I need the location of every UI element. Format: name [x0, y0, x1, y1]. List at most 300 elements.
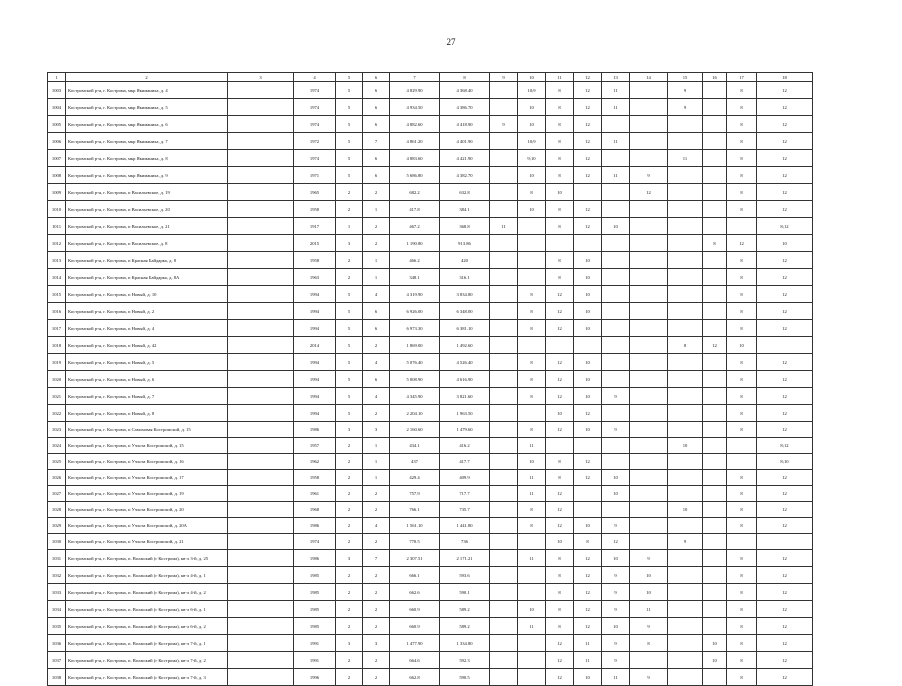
table-cell: 11 — [602, 99, 630, 116]
table-cell: 8 — [546, 150, 574, 167]
table-cell — [228, 422, 294, 438]
table-cell: 348.1 — [390, 269, 440, 286]
table-cell: 6 348.00 — [440, 303, 490, 320]
table-cell — [602, 303, 630, 320]
row-number-cell: 1010 — [48, 201, 66, 218]
row-number-cell: 1009 — [48, 184, 66, 201]
table-cell: 12 — [546, 371, 574, 388]
table-cell: 2 307.51 — [390, 550, 440, 567]
table-cell — [228, 454, 294, 470]
table-cell — [518, 405, 546, 422]
table-cell: 8 — [546, 252, 574, 269]
row-number-cell: 1025 — [48, 454, 66, 470]
table-cell: 8 — [546, 99, 574, 116]
table-cell — [228, 218, 294, 235]
table-cell: 8 — [727, 652, 757, 669]
header-cell: 15 — [668, 73, 703, 82]
table-cell: 12 — [546, 303, 574, 320]
table-cell: 12 — [757, 201, 813, 218]
table-cell — [574, 486, 602, 502]
table-cell: 9 — [630, 618, 668, 635]
row-number-cell: 1038 — [48, 669, 66, 686]
table-cell: 466.2 — [390, 252, 440, 269]
table-cell: 1986 — [294, 518, 336, 534]
table-cell — [630, 371, 668, 388]
table-cell: 6 381.10 — [440, 320, 490, 337]
row-number-cell: 1005 — [48, 116, 66, 133]
table-cell: 12 — [757, 320, 813, 337]
table-cell — [228, 502, 294, 518]
table-cell: 9 — [668, 99, 703, 116]
row-number-cell: 1016 — [48, 303, 66, 320]
table-cell: 1994 — [294, 320, 336, 337]
table-cell: 1 — [336, 218, 363, 235]
row-number-cell: 1013 — [48, 252, 66, 269]
table-cell: 8 — [727, 252, 757, 269]
table-row — [48, 269, 813, 286]
table-cell: 12 — [757, 422, 813, 438]
table-cell: 8 — [546, 567, 574, 584]
table-cell: 12 — [757, 388, 813, 405]
table-cell: 1968 — [294, 502, 336, 518]
table-cell: 12 — [757, 584, 813, 601]
table-cell: 593.6 — [440, 567, 490, 584]
row-number-cell: 1033 — [48, 584, 66, 601]
header-cell: 9 — [490, 73, 518, 82]
table-cell — [574, 235, 602, 252]
table-cell: 1 — [363, 269, 390, 286]
table-cell — [630, 218, 668, 235]
table-cell: 12 — [757, 635, 813, 652]
header-cell: 3 — [228, 73, 294, 82]
table-cell: 11 — [602, 82, 630, 99]
table-cell: 8 — [727, 82, 757, 99]
table-cell: 4 — [363, 518, 390, 534]
table-row — [48, 618, 813, 635]
table-row — [48, 601, 813, 618]
table-cell — [490, 303, 518, 320]
table-cell: 10 — [518, 99, 546, 116]
address-cell: Костромской р-н, г. Кострома, п Новый, д. 7 — [66, 388, 228, 405]
table-cell: 2 — [363, 584, 390, 601]
table-cell — [668, 518, 703, 534]
table-cell: 1974 — [294, 534, 336, 550]
table-cell: 9 — [490, 116, 518, 133]
table-cell: 10 — [602, 486, 630, 502]
table-cell: 9 — [602, 567, 630, 584]
table-cell: 1985 — [294, 567, 336, 584]
table-cell: 11 — [518, 550, 546, 567]
table-cell: 8 — [546, 550, 574, 567]
table-cell: 1962 — [294, 454, 336, 470]
table-cell: 736 — [440, 534, 490, 550]
address-cell: Костромской р-н, г. Кострома, п Новый, д. 4 — [66, 320, 228, 337]
table-cell — [490, 470, 518, 486]
table-cell: 7 — [363, 133, 390, 150]
row-number-cell: 1023 — [48, 422, 66, 438]
table-cell: 6 — [363, 303, 390, 320]
table-cell — [703, 167, 727, 184]
table-cell — [228, 388, 294, 405]
table-cell: 10 — [518, 167, 546, 184]
table-cell: 12 — [574, 116, 602, 133]
table-cell: 5 — [336, 337, 363, 354]
table-cell — [703, 218, 727, 235]
table-cell — [490, 337, 518, 354]
table-cell: 1963 — [294, 269, 336, 286]
table-cell: 4 345.90 — [390, 388, 440, 405]
table-cell — [490, 286, 518, 303]
table-cell: 11 — [518, 470, 546, 486]
table-cell: 766.1 — [390, 502, 440, 518]
table-cell: 2 — [363, 567, 390, 584]
table-cell: 2 — [363, 184, 390, 201]
table-cell: 12 — [757, 167, 813, 184]
table-cell: 1 — [363, 438, 390, 454]
address-cell: Костромской р-н, г. Кострома, п Васильевское, д. 21 — [66, 218, 228, 235]
row-number-cell: 1012 — [48, 235, 66, 252]
table-row — [48, 235, 813, 252]
table-cell: 1971 — [294, 167, 336, 184]
table-cell — [602, 354, 630, 371]
table-cell: 1958 — [294, 470, 336, 486]
table-cell: 12 — [574, 454, 602, 470]
table-cell: 2 — [363, 502, 390, 518]
table-cell: 1986 — [294, 550, 336, 567]
table-row — [48, 150, 813, 167]
table-cell: 590.5 — [440, 669, 490, 686]
table-cell: 1 — [363, 201, 390, 218]
table-cell: 10 — [574, 303, 602, 320]
table-cell: 2 — [363, 618, 390, 635]
table-cell: 8 — [727, 635, 757, 652]
address-cell: Костромской р-н, г. Кострома, п. Волжский (г Кострома), кв-л 7-й, д. 1 — [66, 635, 228, 652]
table-cell: 12 — [546, 669, 574, 686]
table-cell: 12 — [574, 218, 602, 235]
table-cell: 9 — [630, 669, 668, 686]
table-cell: 8 — [727, 518, 757, 534]
table-cell: 8 — [727, 550, 757, 567]
table-cell: 8 — [727, 286, 757, 303]
table-cell: 437 — [390, 454, 440, 470]
table-cell — [703, 502, 727, 518]
table-cell — [490, 82, 518, 99]
table-cell: 2 — [336, 502, 363, 518]
table-cell: 757.9 — [390, 486, 440, 502]
table-cell: 1 441.80 — [440, 518, 490, 534]
table-cell — [228, 99, 294, 116]
table-cell — [490, 584, 518, 601]
table-cell: 1 561.10 — [390, 518, 440, 534]
table-cell: 12 — [757, 470, 813, 486]
table-cell: 10;9 — [518, 82, 546, 99]
table-cell: 6 973.30 — [390, 320, 440, 337]
address-cell: Костромской р-н, г. Кострома, п. Волжский (г Кострома), кв-л 7-й, д. 2 — [66, 652, 228, 669]
table-cell: 5 076.40 — [390, 354, 440, 371]
table-cell — [703, 567, 727, 584]
table-cell: 1974 — [294, 82, 336, 99]
table-cell: 8 — [518, 388, 546, 405]
table-row — [48, 99, 813, 116]
table-cell — [703, 470, 727, 486]
table-cell — [630, 303, 668, 320]
table-cell: 4 616.90 — [440, 371, 490, 388]
table-cell — [703, 371, 727, 388]
table-cell — [228, 252, 294, 269]
table-cell: 12 — [546, 388, 574, 405]
table-cell: 735.7 — [440, 502, 490, 518]
address-cell: Костромской р-н, г. Кострома, п Учхоза Костромской, д. 19 — [66, 486, 228, 502]
table-cell: 12 — [757, 652, 813, 669]
table-cell: 2 — [336, 601, 363, 618]
row-number-cell: 1007 — [48, 150, 66, 167]
row-number-cell: 1015 — [48, 286, 66, 303]
header-cell: 16 — [703, 73, 727, 82]
table-cell: 660.9 — [390, 618, 440, 635]
table-cell: 717.7 — [440, 486, 490, 502]
table-row — [48, 252, 813, 269]
row-number-cell: 1008 — [48, 167, 66, 184]
table-cell: 8 — [546, 167, 574, 184]
header-cell: 17 — [727, 73, 757, 82]
table-cell — [490, 150, 518, 167]
table-cell: 3 — [336, 235, 363, 252]
table-row — [48, 388, 813, 405]
table-cell: 417.7 — [440, 454, 490, 470]
table-cell: 12 — [757, 550, 813, 567]
table-cell — [490, 486, 518, 502]
table-cell: 9 — [668, 82, 703, 99]
table-cell — [630, 438, 668, 454]
table-cell — [630, 116, 668, 133]
table-row — [48, 669, 813, 686]
table-cell: 12 — [574, 150, 602, 167]
table-cell: 1958 — [294, 201, 336, 218]
address-cell: Костромской р-н, г. Кострома, п Новый, д. 6 — [66, 371, 228, 388]
row-number-cell: 1037 — [48, 652, 66, 669]
address-cell: Костромской р-н, г. Кострома, п Учхоза Костромской, д. 21 — [66, 534, 228, 550]
table-cell — [518, 218, 546, 235]
table-cell — [668, 167, 703, 184]
table-cell — [228, 534, 294, 550]
table-cell — [703, 286, 727, 303]
table-cell — [228, 235, 294, 252]
table-cell — [228, 652, 294, 669]
table-cell: 8 — [518, 286, 546, 303]
table-row — [48, 218, 813, 235]
table-cell — [490, 320, 518, 337]
table-cell: 1994 — [294, 354, 336, 371]
table-cell — [490, 635, 518, 652]
table-row — [48, 320, 813, 337]
table-cell: 8;12 — [757, 438, 813, 454]
table-cell: 8 — [727, 133, 757, 150]
row-number-cell: 1031 — [48, 550, 66, 567]
table-cell — [630, 518, 668, 534]
table-cell: 9 — [602, 518, 630, 534]
table-cell: 592.3 — [440, 652, 490, 669]
table-cell: 664.6 — [390, 652, 440, 669]
table-cell: 8 — [727, 405, 757, 422]
header-cell: 10 — [518, 73, 546, 82]
table-cell: 2 — [336, 652, 363, 669]
table-cell: 12 — [546, 635, 574, 652]
table-cell — [228, 550, 294, 567]
table-row — [48, 584, 813, 601]
table-cell: 429.4 — [390, 470, 440, 486]
table-cell: 632.8 — [440, 184, 490, 201]
table-cell: 4 — [363, 388, 390, 405]
table-cell: 8 — [574, 534, 602, 550]
table-cell: 5 — [336, 405, 363, 422]
table-cell: 8 — [546, 601, 574, 618]
table-cell: 11 — [630, 601, 668, 618]
table-cell — [630, 252, 668, 269]
table-cell: 11 — [490, 218, 518, 235]
table-cell: 3 — [363, 422, 390, 438]
table-cell: 5 — [336, 99, 363, 116]
table-cell — [630, 652, 668, 669]
table-cell: 2 — [336, 618, 363, 635]
table-cell — [668, 286, 703, 303]
table-cell — [630, 502, 668, 518]
table-cell: 420 — [440, 252, 490, 269]
table-cell: 4 — [363, 286, 390, 303]
table-cell: 12 — [574, 133, 602, 150]
table-cell: 12 — [546, 486, 574, 502]
table-cell: 467.2 — [390, 218, 440, 235]
table-cell: 6 — [363, 82, 390, 99]
table-cell: 12 — [574, 201, 602, 218]
table-cell: 10 — [727, 337, 757, 354]
table-row — [48, 286, 813, 303]
table-cell: 8 — [518, 303, 546, 320]
table-cell: 2 — [336, 269, 363, 286]
table-cell: 589.2 — [440, 618, 490, 635]
table-cell: 4 368.40 — [440, 82, 490, 99]
table-cell: 12 — [757, 150, 813, 167]
table-cell: 434.1 — [390, 438, 440, 454]
table-cell: 1991 — [294, 652, 336, 669]
header-cell: 13 — [602, 73, 630, 82]
table-cell: 12 — [757, 669, 813, 686]
address-cell: Костромской р-н, г. Кострома, п. Волжский (г Кострома), кв-л 4-й, д. 2 — [66, 584, 228, 601]
table-cell — [630, 235, 668, 252]
table-cell: 12 — [757, 601, 813, 618]
table-cell — [490, 371, 518, 388]
table-cell: 5 — [336, 116, 363, 133]
table-row — [48, 454, 813, 470]
table-cell: 8 — [727, 201, 757, 218]
address-cell: Костромской р-н, г. Кострома, мкр Якиманиха, д. 6 — [66, 116, 228, 133]
row-number-cell: 1027 — [48, 486, 66, 502]
table-row — [48, 82, 813, 99]
table-cell — [228, 337, 294, 354]
table-cell: 11 — [518, 438, 546, 454]
table-cell — [228, 584, 294, 601]
address-cell: Костромской р-н, г. Кострома, п Новый, д. 42 — [66, 337, 228, 354]
table-cell: 416.2 — [440, 438, 490, 454]
address-cell: Костромской р-н, г. Кострома, п Красная Байдарка, д. 8А — [66, 269, 228, 286]
table-cell — [668, 184, 703, 201]
table-cell: 2014 — [294, 337, 336, 354]
header-cell: 12 — [574, 73, 602, 82]
table-cell: 8 — [727, 320, 757, 337]
table-cell: 12 — [630, 184, 668, 201]
table-cell — [518, 567, 546, 584]
table-cell — [574, 438, 602, 454]
table-cell — [703, 486, 727, 502]
table-cell: 11 — [668, 150, 703, 167]
header-cell: 18 — [757, 73, 813, 82]
row-number-cell: 1004 — [48, 99, 66, 116]
table-cell: 8 — [727, 567, 757, 584]
table-cell — [630, 534, 668, 550]
table-cell: 1974 — [294, 116, 336, 133]
table-row — [48, 438, 813, 454]
table-cell — [703, 454, 727, 470]
table-cell — [668, 235, 703, 252]
table-cell — [668, 584, 703, 601]
address-cell: Костромской р-н, г. Кострома, п. Волжский (г Кострома), кв-л 6-й, д. 1 — [66, 601, 228, 618]
table-cell — [703, 82, 727, 99]
table-cell — [602, 286, 630, 303]
table-cell: 2 — [336, 201, 363, 218]
table-cell: 8 — [518, 354, 546, 371]
table-cell: 4 829.90 — [390, 82, 440, 99]
table-cell: 8 — [727, 354, 757, 371]
table-row — [48, 518, 813, 534]
table-cell — [727, 438, 757, 454]
table-cell: 8 — [727, 502, 757, 518]
table-cell: 1974 — [294, 99, 336, 116]
table-cell: 2 — [336, 470, 363, 486]
table-cell — [630, 99, 668, 116]
table-cell — [703, 184, 727, 201]
table-cell: 2 — [336, 534, 363, 550]
header-cell: 8 — [440, 73, 490, 82]
table-cell: 8 — [727, 99, 757, 116]
table-cell — [727, 454, 757, 470]
address-cell: Костромской р-н, г. Кострома, п. Волжский (г Кострома), кв-л 4-й, д. 1 — [66, 567, 228, 584]
address-cell: Костромской р-н, г. Кострома, мкр Якиманиха, д. 9 — [66, 167, 228, 184]
address-cell: Костромской р-н, г. Кострома, мкр Якиманиха, д. 4 — [66, 82, 228, 99]
address-cell: Костромской р-н, г. Кострома, п. Волжский (г Кострома), кв-л 3-й, д. 25 — [66, 550, 228, 567]
table-cell: 8 — [727, 422, 757, 438]
table-row — [48, 133, 813, 150]
table-cell: 5 — [336, 167, 363, 184]
address-cell: Костромской р-н, г. Кострома, п Васильевское, д. 19 — [66, 184, 228, 201]
table-cell — [228, 567, 294, 584]
address-cell: Костромской р-н, г. Кострома, п. Волжский (г Кострома), кв-л 7-й, д. 3 — [66, 669, 228, 686]
row-number-cell: 1029 — [48, 518, 66, 534]
table-cell — [602, 201, 630, 218]
table-cell: 2 — [363, 601, 390, 618]
table-cell: 12 — [757, 184, 813, 201]
table-cell — [602, 269, 630, 286]
table-cell: 11 — [518, 486, 546, 502]
table-cell: 12 — [757, 303, 813, 320]
table-cell — [668, 550, 703, 567]
table-cell: 2 — [336, 438, 363, 454]
address-cell: Костромской р-н, г. Кострома, п Учхоза Костромской, д. 20 — [66, 502, 228, 518]
row-number-cell: 1021 — [48, 388, 66, 405]
table-cell: 5 — [336, 371, 363, 388]
address-cell: Костромской р-н, г. Кострома, п. Волжский (г Кострома), кв-л 6-й, д. 2 — [66, 618, 228, 635]
table-cell: 5 — [336, 388, 363, 405]
table-cell: 12 — [546, 354, 574, 371]
table-cell — [630, 470, 668, 486]
